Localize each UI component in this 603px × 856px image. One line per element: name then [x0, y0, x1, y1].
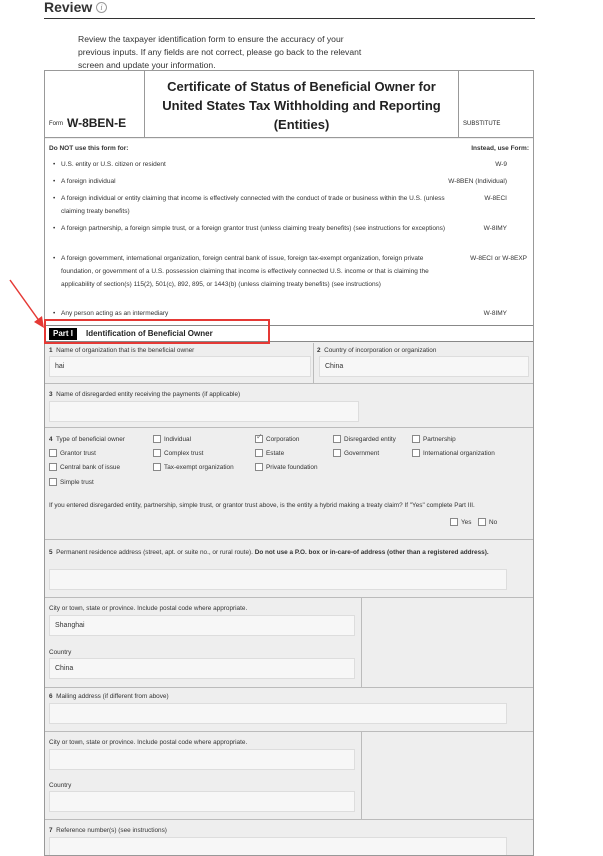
- divider: [361, 732, 362, 820]
- checkbox-label: Partnership: [423, 436, 456, 443]
- checkbox-corporation[interactable]: [255, 432, 263, 443]
- checkbox-label: Complex trust: [164, 450, 204, 457]
- checkbox-label: Yes: [461, 519, 472, 526]
- form-word: Form: [49, 121, 63, 127]
- checkbox-central-bank[interactable]: [49, 463, 57, 471]
- country-label: Country: [49, 782, 72, 789]
- city-label: City or town, state or province. Include postal code where appropriate.: [49, 605, 248, 612]
- annotation-arrow-icon: [0, 270, 60, 340]
- form-number: W-8BEN-E: [67, 116, 127, 130]
- checkmark-icon: ✓: [256, 432, 263, 441]
- list-item-form: W-8IMY: [483, 225, 507, 232]
- list-item: • U.S. entity or U.S. citizen or resident: [54, 158, 446, 171]
- disregarded-entity-field[interactable]: [49, 401, 359, 422]
- field-1-label: 1 Name of organization that is the beneficial owner: [49, 347, 195, 354]
- organization-name-field[interactable]: hai: [49, 356, 311, 377]
- checkbox-label: Private foundation: [266, 464, 318, 471]
- list-item-form: W-8IMY: [483, 310, 507, 317]
- form-header: [45, 71, 533, 138]
- divider: [361, 598, 362, 688]
- field-5-label: 5 Permanent residence address (street, apt. or suite no., or rural route). Do not use a P.O. box or in-care-of address (other than a registered address).: [49, 549, 489, 556]
- checkbox-label: Government: [344, 450, 380, 457]
- checkbox-label: International organization: [423, 450, 495, 457]
- part-title: Identification of Beneficial Owner: [86, 329, 213, 338]
- list-item: • A foreign individual: [54, 175, 446, 188]
- checkbox-tax-exempt[interactable]: [153, 463, 161, 471]
- country-of-incorporation-field[interactable]: China: [319, 356, 529, 377]
- divider: [45, 383, 533, 384]
- field-7-label: 7 Reference number(s) (see instructions): [49, 827, 167, 834]
- checkbox-yes[interactable]: [450, 518, 458, 526]
- divider: [45, 819, 533, 820]
- mailing-city-field[interactable]: [49, 749, 355, 770]
- info-icon[interactable]: i: [96, 2, 107, 13]
- checkbox-no[interactable]: [478, 518, 486, 526]
- divider: [313, 343, 314, 383]
- checkbox-label: No: [489, 519, 498, 526]
- checkbox-label: Tax-exempt organization: [164, 464, 234, 471]
- country-field[interactable]: China: [49, 658, 355, 679]
- field-4-label: 4 Type of beneficial owner: [49, 436, 125, 443]
- divider: [45, 539, 533, 540]
- form-title: [145, 71, 459, 138]
- permanent-address-field[interactable]: [49, 569, 507, 590]
- checkbox-label: Estate: [266, 450, 285, 457]
- checkbox-private-foundation[interactable]: [255, 463, 263, 471]
- checkbox-government[interactable]: [333, 449, 341, 457]
- list-item: • A foreign government, international organization, foreign central bank of issue, foreign tax-exempt organization, foreign private foundation, or government of a U.S. possession claiming that income is effectively connected U.S. income or that is claiming the applicability of section(s) 115(2), 501(c), 892, 895, or 1443(b) (unless claiming treaty benefits) (see instructions): [54, 252, 446, 291]
- field-6-label: 6 Mailing address (if different from above): [49, 693, 169, 700]
- mailing-country-field[interactable]: [49, 791, 355, 812]
- form-id-box: [45, 71, 145, 138]
- part-badge: Part I: [49, 328, 77, 340]
- mailing-address-field[interactable]: [49, 703, 507, 724]
- checkbox-international-organization[interactable]: [412, 449, 420, 457]
- checkbox-simple-trust[interactable]: [49, 478, 57, 486]
- substitute-label: SUBSTITUTE: [463, 121, 501, 127]
- form-title-line1: Certificate of Status of Beneficial Owner for: [167, 79, 436, 94]
- form-title-line3: (Entities): [273, 117, 330, 132]
- country-label: Country: [49, 649, 72, 656]
- annotation-highlight-box: [44, 319, 270, 344]
- city-field[interactable]: Shanghai: [49, 615, 355, 636]
- list-item-form: W-8ECI: [484, 195, 507, 202]
- checkbox-partnership[interactable]: [412, 435, 420, 443]
- list-item-form: W-8ECI or W-8EXP: [470, 255, 527, 262]
- list-item: • Any person acting as an intermediary: [54, 307, 446, 320]
- city-label: City or town, state or province. Include postal code where appropriate.: [49, 739, 248, 746]
- divider: [45, 597, 533, 598]
- w8bene-form: [44, 70, 534, 856]
- review-header: [44, 0, 535, 19]
- checkbox-label: Disregarded entity: [344, 436, 396, 443]
- checkbox-disregarded-entity[interactable]: [333, 435, 341, 443]
- checkbox-estate[interactable]: [255, 449, 263, 457]
- checkbox-label: Central bank of issue: [60, 464, 121, 471]
- review-instructions: Review the taxpayer identification form to ensure the accuracy of your previous inputs. If any fields are not correct, please go back to the relevant screen and update your information.: [78, 34, 362, 70]
- divider: [45, 731, 533, 732]
- checkbox-label: Simple trust: [60, 479, 94, 486]
- checkbox-grantor-trust[interactable]: [49, 449, 57, 457]
- field-3-label: 3 Name of disregarded entity receiving the payments (if applicable): [49, 391, 241, 398]
- list-item-form: W-9: [495, 161, 507, 168]
- list-item-form: W-8BEN (Individual): [448, 178, 507, 185]
- instead-use-heading: Instead, use Form:: [471, 145, 529, 152]
- checkbox-label: Grantor trust: [60, 450, 96, 457]
- checkbox-complex-trust[interactable]: [153, 449, 161, 457]
- list-item: • A foreign partnership, a foreign simple trust, or a foreign grantor trust (unless claiming treaty benefits) (see instructions for exceptions): [54, 222, 446, 235]
- divider: [45, 427, 533, 428]
- form-title-line2: United States Tax Withholding and Reporting: [162, 98, 441, 113]
- checkbox-label: Individual: [164, 436, 192, 443]
- checkbox-individual[interactable]: [153, 435, 161, 443]
- do-not-use-section: [45, 139, 533, 325]
- checkbox-label: Corporation: [266, 436, 300, 443]
- hybrid-question: If you entered disregarded entity, partnership, simple trust, or grantor trust above, is the entity a hybrid making a treaty claim? If "Yes" complete Part III.: [49, 502, 475, 509]
- divider: [45, 687, 533, 688]
- field-2-label: 2 Country of incorporation or organization: [317, 347, 437, 354]
- do-not-use-heading: Do NOT use this form for:: [49, 145, 129, 152]
- reference-number-field[interactable]: [49, 837, 507, 856]
- page-title: Review: [44, 0, 93, 15]
- list-item: • A foreign individual or entity claiming that income is effectively connected with the conduct of trade or business within the U.S. (unless claiming treaty benefits): [54, 192, 446, 218]
